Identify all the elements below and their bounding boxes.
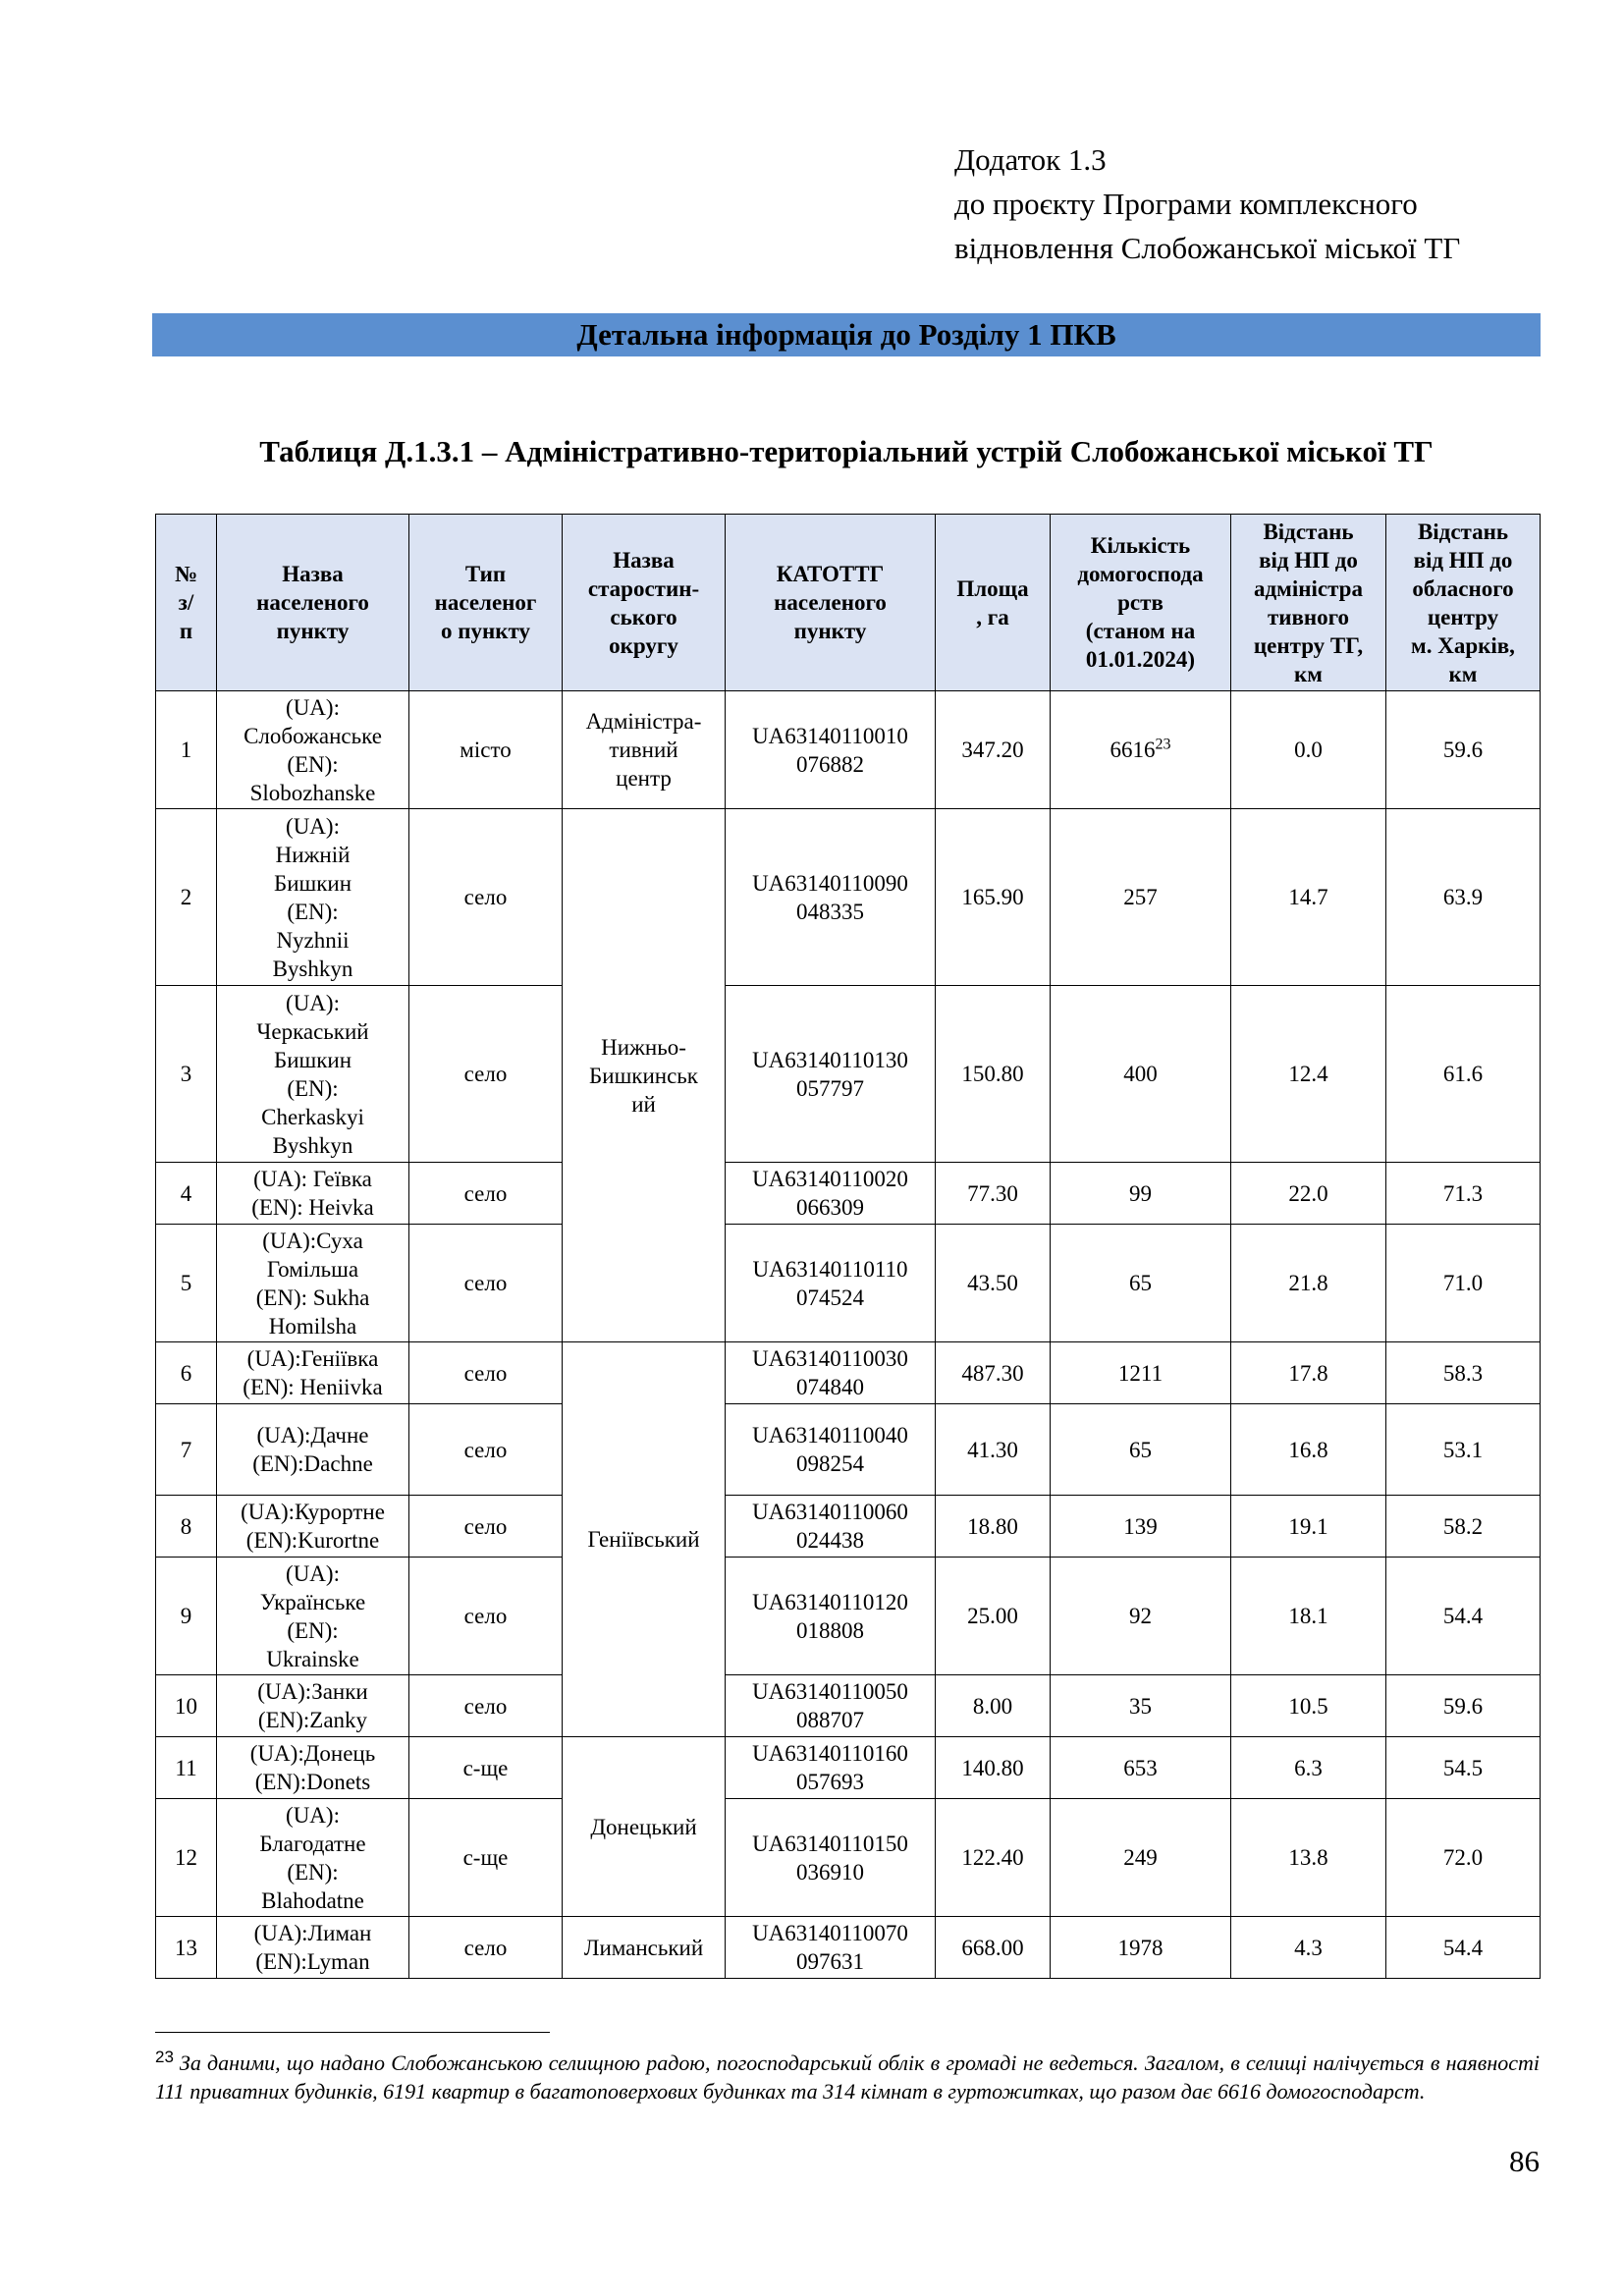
cell-type: село (409, 1675, 563, 1737)
cell-type: село (409, 809, 563, 986)
cell-name: (UA): Нижній Бишкин (EN): Nyzhnii Byshkyn (217, 809, 409, 986)
header-type: Тип населеног о пункту (409, 515, 563, 691)
cell-dist-region: 54.4 (1386, 1917, 1541, 1979)
cell-dist-admin: 4.3 (1231, 1917, 1386, 1979)
cell-katottg: UA63140110030 074840 (726, 1342, 936, 1404)
cell-dist-admin: 19.1 (1231, 1496, 1386, 1558)
cell-dist-admin: 14.7 (1231, 809, 1386, 986)
cell-type: село (409, 986, 563, 1163)
cell-households: 653 (1051, 1737, 1231, 1799)
cell-dist-admin: 16.8 (1231, 1404, 1386, 1496)
header-name: Назва населеного пункту (217, 515, 409, 691)
cell-area: 140.80 (936, 1737, 1051, 1799)
cell-num: 3 (156, 986, 217, 1163)
table-row (156, 1917, 1541, 1979)
cell-dist-region: 61.6 (1386, 986, 1541, 1163)
header-district: Назва старостин- ського округу (563, 515, 726, 691)
cell-type: село (409, 1917, 563, 1979)
cell-name: (UA):Лиман (EN):Lyman (217, 1917, 409, 1979)
cell-name: (UA):Дачне (EN):Dachne (217, 1404, 409, 1496)
cell-name: (UA):Занки (EN):Zanky (217, 1675, 409, 1737)
footnote (155, 2049, 1540, 2105)
table-row (156, 1225, 1541, 1342)
cell-katottg: UA63140110150 036910 (726, 1799, 936, 1917)
settlements-table (155, 514, 1541, 1979)
cell-area: 347.20 (936, 691, 1051, 809)
footnote-ref[interactable]: 23 (1155, 736, 1171, 753)
cell-num: 9 (156, 1558, 217, 1675)
cell-area: 165.90 (936, 809, 1051, 986)
cell-katottg: UA63140110060 024438 (726, 1496, 936, 1558)
table-title: Таблиця Д.1.3.1 – Адміністративно-територіальний устрій Слобожанської міської ТГ (259, 434, 1434, 468)
cell-num: 8 (156, 1496, 217, 1558)
cell-area: 122.40 (936, 1799, 1051, 1917)
cell-dist-admin: 17.8 (1231, 1342, 1386, 1404)
cell-katottg: UA63140110040 098254 (726, 1404, 936, 1496)
cell-dist-admin: 10.5 (1231, 1675, 1386, 1737)
cell-dist-admin: 6.3 (1231, 1737, 1386, 1799)
cell-dist-region: 71.0 (1386, 1225, 1541, 1342)
cell-dist-region: 72.0 (1386, 1799, 1541, 1917)
appendix-line-1: Додаток 1.3 (954, 142, 1107, 177)
cell-area: 18.80 (936, 1496, 1051, 1558)
cell-name: (UA):Донець (EN):Donets (217, 1737, 409, 1799)
cell-type: село (409, 1342, 563, 1404)
cell-dist-admin: 0.0 (1231, 691, 1386, 809)
footnote-mark: 23 (155, 2047, 174, 2066)
cell-households: 92 (1051, 1558, 1231, 1675)
table-row (156, 1342, 1541, 1404)
cell-type: село (409, 1163, 563, 1225)
header-num: № з/ п (156, 515, 217, 691)
cell-type: місто (409, 691, 563, 809)
cell-katottg: UA63140110130 057797 (726, 986, 936, 1163)
cell-district: Адміністра- тивний центр (563, 691, 726, 809)
cell-num: 12 (156, 1799, 217, 1917)
cell-type: село (409, 1496, 563, 1558)
cell-dist-region: 54.4 (1386, 1558, 1541, 1675)
cell-area: 150.80 (936, 986, 1051, 1163)
table-row (156, 1558, 1541, 1675)
header-area: Площа , га (936, 515, 1051, 691)
cell-type: село (409, 1404, 563, 1496)
cell-katottg: UA63140110010 076882 (726, 691, 936, 809)
cell-area: 487.30 (936, 1342, 1051, 1404)
page-number: 86 (1509, 2144, 1540, 2178)
cell-num: 2 (156, 809, 217, 986)
cell-area: 77.30 (936, 1163, 1051, 1225)
cell-households: 139 (1051, 1496, 1231, 1558)
table-row (156, 1163, 1541, 1225)
cell-type: с-ще (409, 1737, 563, 1799)
appendix-line-3: відновлення Слобожанської міської ТГ (954, 231, 1461, 265)
footnote-divider (155, 2032, 550, 2033)
appendix-label (954, 137, 1460, 270)
header-dist-admin: Відстань від НП до адміністра тивного центру ТГ, км (1231, 515, 1386, 691)
table-row (156, 1496, 1541, 1558)
cell-area: 43.50 (936, 1225, 1051, 1342)
cell-area: 668.00 (936, 1917, 1051, 1979)
cell-households: 257 (1051, 809, 1231, 986)
cell-num: 10 (156, 1675, 217, 1737)
table-row (156, 809, 1541, 986)
cell-dist-admin: 22.0 (1231, 1163, 1386, 1225)
cell-district: Нижньо- Бишкинськ ий (563, 809, 726, 1342)
table-row (156, 986, 1541, 1163)
appendix-line-2: до проєкту Програми комплексного (954, 187, 1418, 221)
cell-name: (UA):Геніївка (EN): Heniivka (217, 1342, 409, 1404)
cell-households: 400 (1051, 986, 1231, 1163)
cell-households: 6616$^{23}$ (1051, 691, 1231, 809)
header-katottg: КАТОТТГ населеного пункту (726, 515, 936, 691)
cell-katottg: UA63140110090 048335 (726, 809, 936, 986)
cell-num: 6 (156, 1342, 217, 1404)
cell-name: (UA): Українське (EN): Ukrainske (217, 1558, 409, 1675)
cell-katottg: UA63140110110 074524 (726, 1225, 936, 1342)
cell-district: Геніївський (563, 1342, 726, 1737)
cell-area: 8.00 (936, 1675, 1051, 1737)
cell-households: 65 (1051, 1225, 1231, 1342)
cell-dist-admin: 18.1 (1231, 1558, 1386, 1675)
cell-households: 99 (1051, 1163, 1231, 1225)
cell-district: Донецький (563, 1737, 726, 1917)
cell-dist-region: 71.3 (1386, 1163, 1541, 1225)
cell-dist-region: 58.3 (1386, 1342, 1541, 1404)
table-row (156, 1799, 1541, 1917)
cell-dist-region: 59.6 (1386, 691, 1541, 809)
cell-name: (UA):Суха Гомільша (EN): Sukha Homilsha (217, 1225, 409, 1342)
cell-dist-region: 59.6 (1386, 1675, 1541, 1737)
cell-type: село (409, 1558, 563, 1675)
cell-dist-region: 54.5 (1386, 1737, 1541, 1799)
table-row (156, 691, 1541, 809)
cell-katottg: UA63140110020 066309 (726, 1163, 936, 1225)
cell-name: (UA): Черкаський Бишкин (EN): Cherkaskyi Byshkyn (217, 986, 409, 1163)
cell-dist-admin: 13.8 (1231, 1799, 1386, 1917)
cell-num: 4 (156, 1163, 217, 1225)
cell-num: 7 (156, 1404, 217, 1496)
cell-area: 41.30 (936, 1404, 1051, 1496)
cell-district: Лиманський (563, 1917, 726, 1979)
table-body (156, 691, 1541, 1979)
section-title: Детальна інформація до Розділу 1 ПКВ (152, 313, 1541, 356)
cell-name: (UA):Курортне (EN):Kurortne (217, 1496, 409, 1558)
cell-num: 13 (156, 1917, 217, 1979)
cell-name: (UA): Слобожанське (EN): Slobozhanske (217, 691, 409, 809)
table-row (156, 1404, 1541, 1496)
cell-dist-region: 58.2 (1386, 1496, 1541, 1558)
cell-dist-admin: 21.8 (1231, 1225, 1386, 1342)
cell-dist-admin: 12.4 (1231, 986, 1386, 1163)
header-households: Кількість домогоспода рств (станом на 01.01.2024) (1051, 515, 1231, 691)
table-row (156, 1737, 1541, 1799)
cell-name: (UA): Благодатне (EN): Blahodatne (217, 1799, 409, 1917)
header-dist-region: Відстань від НП до обласного центру м. Харків, км (1386, 515, 1541, 691)
cell-num: 11 (156, 1737, 217, 1799)
cell-households: 1978 (1051, 1917, 1231, 1979)
cell-katottg: UA63140110050 088707 (726, 1675, 936, 1737)
cell-katottg: UA63140110160 057693 (726, 1737, 936, 1799)
cell-area: 25.00 (936, 1558, 1051, 1675)
footnote-text: За даними, що надано Слобожанською селищною радою, погосподарський облік в громаді не ведеться. Загалом, в селищі налічується в наявності 111 приватних будинків, 6191 квартир в багатоповерхових будинках та 314 кімнат в гуртожитках, що разом дає 6616 домогосподарст. (155, 2050, 1540, 2104)
cell-name: (UA): Геївка (EN): Heivka (217, 1163, 409, 1225)
table-row (156, 1675, 1541, 1737)
cell-dist-region: 63.9 (1386, 809, 1541, 986)
cell-households: 65 (1051, 1404, 1231, 1496)
cell-households: 35 (1051, 1675, 1231, 1737)
cell-num: 1 (156, 691, 217, 809)
cell-katottg: UA63140110120 018808 (726, 1558, 936, 1675)
cell-num: 5 (156, 1225, 217, 1342)
cell-households: 249 (1051, 1799, 1231, 1917)
table-header-row (156, 515, 1541, 691)
cell-households: 1211 (1051, 1342, 1231, 1404)
cell-katottg: UA63140110070 097631 (726, 1917, 936, 1979)
cell-type: с-ще (409, 1799, 563, 1917)
cell-dist-region: 53.1 (1386, 1404, 1541, 1496)
cell-type: село (409, 1225, 563, 1342)
